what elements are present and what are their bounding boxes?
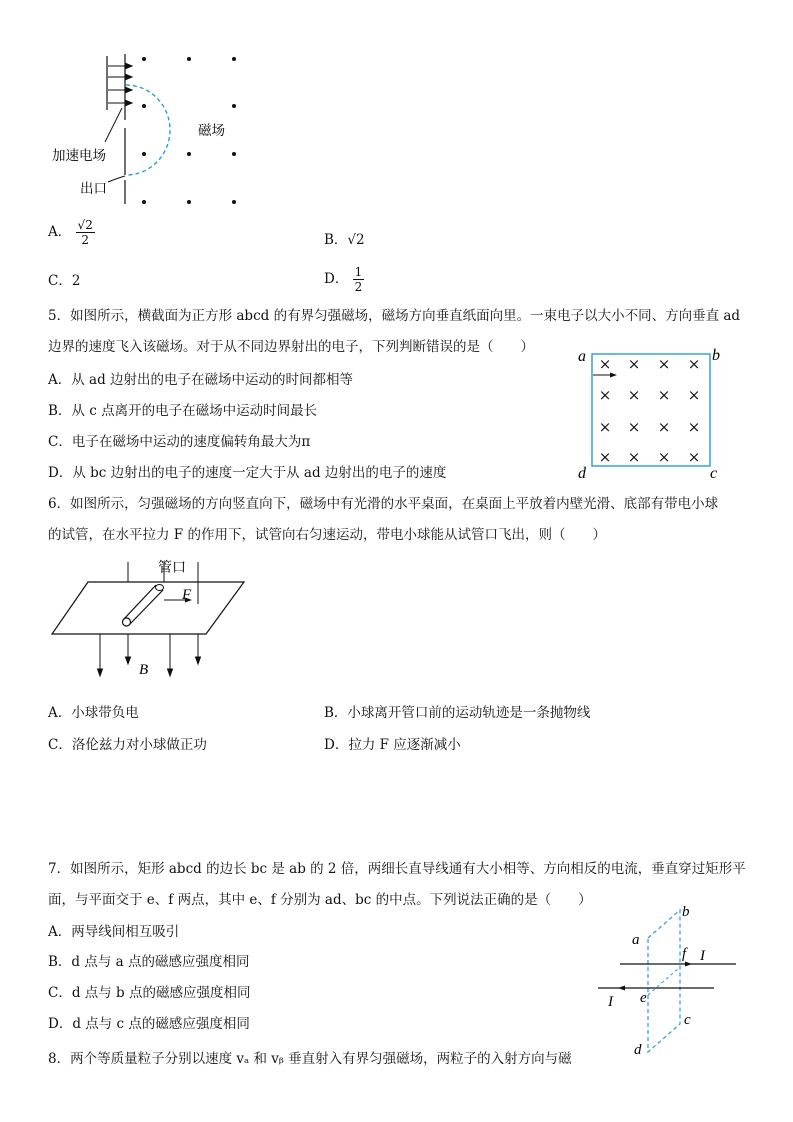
q7-label-c: c: [684, 1012, 691, 1028]
svg-text:×: ×: [657, 355, 671, 373]
q5-label-d: d: [578, 465, 586, 482]
svg-text:×: ×: [598, 418, 612, 436]
q5-option-b: B．从 c 点离开的电子在磁场中运动时间最长: [48, 403, 318, 419]
q7-label-I-lower: I: [608, 994, 613, 1010]
svg-text:×: ×: [598, 448, 612, 466]
q7-label-b: b: [682, 904, 690, 920]
q6-label-F: F: [182, 587, 192, 603]
q5-option-c: C．电子在磁场中运动的速度偏转角最大为π: [48, 434, 311, 450]
q6-option-c: C．洛伦兹力对小球做正功: [48, 737, 207, 753]
q5-stem-line1: 5．如图所示，横截面为正方形 abcd 的有界匀强磁场，磁场方向垂直纸面向里。一束电子以大小不同、方向垂直 ad: [48, 308, 741, 324]
svg-text:×: ×: [627, 418, 641, 436]
q7-label-d: d: [634, 1042, 642, 1058]
q4-option-a: A． $\frac{√2}{2}$: [48, 218, 93, 247]
q5-option-d: D．从 bc 边射出的电子的速度一定大于从 ad 边射出的电子的速度: [48, 465, 447, 481]
q7-label-I-upper: I: [700, 948, 705, 964]
svg-text:×: ×: [627, 448, 641, 466]
q6-label-B: B: [139, 662, 149, 678]
q7-option-b: B．d 点与 a 点的磁感应强度相同: [48, 954, 250, 970]
q4-option-b: B．√2: [324, 232, 365, 248]
q7-option-c: C．d 点与 b 点的磁感应强度相同: [48, 985, 251, 1001]
label-magnetic-field: 磁场: [198, 123, 225, 139]
q7-stem-line1: 7．如图所示，矩形 abcd 的边长 bc 是 ab 的 2 倍，两细长直导线通有大小相等、方向相反的电流，垂直穿过矩形平: [48, 861, 746, 877]
svg-text:×: ×: [687, 355, 701, 373]
q4-option-d: D． $\frac{1}{2}$: [324, 265, 363, 294]
q7-option-a: A．两导线间相互吸引: [48, 924, 180, 940]
q7-label-e: e: [640, 990, 647, 1006]
svg-text:×: ×: [598, 386, 612, 404]
q6-option-b: B．小球离开管口前的运动轨迹是一条抛物线: [324, 705, 591, 721]
q5-label-c: c: [710, 465, 718, 482]
q5-label-a: a: [578, 348, 586, 365]
q7-stem-line2: 面，与平面交于 e、f 两点，其中 e、f 分别为 ad、bc 的中点。下列说法正确的是（ ）: [48, 892, 592, 908]
svg-text:×: ×: [687, 418, 701, 436]
q4-figure: [40, 40, 260, 220]
label-accel-field: 加速电场: [52, 148, 106, 164]
svg-text:×: ×: [657, 448, 671, 466]
q8-stem-line1: 8．两个等质量粒子分别以速度 vₐ 和 vᵦ 垂直射入有界匀强磁场，两粒子的入射方向与磁: [48, 1051, 572, 1067]
q7-figure: [588, 898, 748, 1062]
q5-figure: [572, 342, 732, 482]
svg-text:×: ×: [657, 418, 671, 436]
svg-text:×: ×: [687, 448, 701, 466]
svg-text:×: ×: [627, 386, 641, 404]
q5-option-a: A．从 ad 边射出的电子在磁场中运动的时间都相等: [48, 372, 354, 388]
q6-option-d: D．拉力 F 应逐渐减小: [324, 737, 461, 753]
svg-text:×: ×: [627, 355, 641, 373]
q4-option-c: C．2: [48, 273, 81, 289]
svg-text:×: ×: [598, 355, 612, 373]
svg-text:×: ×: [687, 386, 701, 404]
q6-stem-line2: 的试管，在水平拉力 F 的作用下，试管向右匀速运动，带电小球能从试管口飞出，则（ ）: [48, 527, 606, 543]
q5-stem-line2: 边界的速度飞入该磁场。对于从不同边界射出的电子，下列判断错误的是（ ）: [48, 339, 534, 355]
q6-figure: [48, 552, 258, 682]
q6-label-mouth: 管口: [158, 560, 186, 576]
q7-option-d: D．d 点与 c 点的磁感应强度相同: [48, 1016, 250, 1032]
q6-option-a: A．小球带负电: [48, 705, 139, 721]
q7-label-f: f: [682, 946, 687, 962]
svg-text:×: ×: [657, 386, 671, 404]
q6-stem-line1: 6．如图所示，匀强磁场的方向竖直向下，磁场中有光滑的水平桌面，在桌面上平放着内壁光滑、底部有带电小球: [48, 496, 719, 512]
q7-label-a: a: [632, 932, 640, 948]
q5-label-b: b: [712, 347, 720, 364]
label-exit: 出口: [80, 181, 107, 197]
